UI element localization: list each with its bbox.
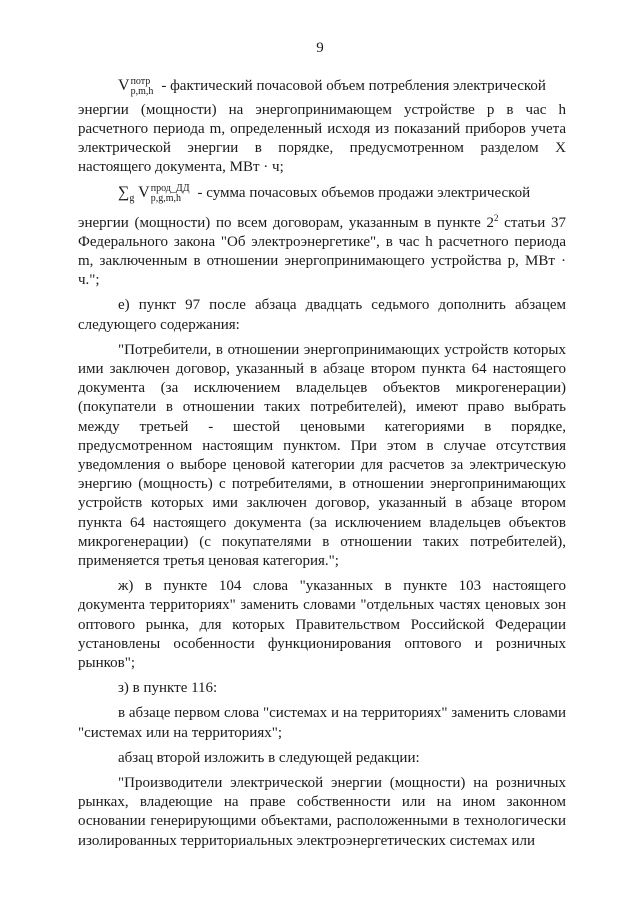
formula-description-continuation: энергии (мощности) на энергопринимающем устройстве p в час h расчетного периода m, определенный исходя из показаний приборов учета электрической энергии в порядке, предусмотренном разделом X настоящего документа, МВт · ч; bbox=[78, 101, 566, 176]
formula-symbol: V bbox=[118, 77, 130, 94]
formula-subscript: p,g,m,h bbox=[150, 192, 181, 204]
formula-definition-2 bbox=[118, 183, 566, 204]
paragraph-quote-consumers: "Потребители, в отношении энергопринимающих устройств которых ими заключен договор, указанный в абзаце втором пункта 64 настоящего документа (за исключением владельцев объектов микрогенерации) (покупатели в отношении таких потребителей), имеют право выбрать между третьей - шестой ценовыми категориями в порядке, предусмотренном настоящим пунктом. При этом в случае отсутствия уведомления о выборе ценовой категории для расчетов за электрическую энергию (мощность) с потребителями, в отношении энергопринимающих устройств которых ими заключен договор, указанный в абзаце втором пункта 64 настоящего документа (за исключением владельцев объектов микрогенерации) (с покупателями в отношении таких потребителей), применяется третья ценовая категория."; bbox=[78, 341, 566, 570]
superscript-number: 2 bbox=[493, 212, 499, 223]
formula-description-continuation bbox=[78, 209, 566, 291]
formula-subscript: p,m,h bbox=[130, 85, 154, 97]
sum-symbol: ∑ bbox=[118, 184, 130, 202]
formula-description-first-line: - фактический почасовой объем потребления электрической bbox=[161, 77, 546, 94]
desc-text-b: статьи 37 Федерального закона "Об электроэнергетике", в час h расчетного периода m, заключенным в отношении энергопринимающего устройства p, МВт · ч."; bbox=[78, 214, 566, 289]
paragraph-item-zh: ж) в пункте 104 слова "указанных в пункте 103 настоящего документа территориях" заменить словами "отдельных частях ценовых зон оптового рынка, для которых Правительством Российской Федерации установлены особенности функционирования оптового и розничных рынков"; bbox=[78, 578, 566, 672]
formula-definition-1 bbox=[118, 76, 566, 97]
paragraph-first-abzac: в абзаце первом слова "системах и на территориях" заменить словами "системах или на территориях"; bbox=[78, 705, 566, 741]
paragraph-quote-producers: "Производители электрической энергии (мощности) на розничных рынках, владеющие на праве собственности или на ином законном основании генерирующими объектами, расположенными в технологически изолированных территориальных электроэнергетических системах или bbox=[78, 775, 566, 849]
formula-v-consumption bbox=[118, 76, 153, 97]
formula-description-first-line: - сумма почасовых объемов продажи электрической bbox=[197, 185, 531, 202]
formula-superscript: прод_ДД bbox=[150, 182, 190, 194]
formula-sum-sales bbox=[118, 183, 190, 204]
formula-superscript: потр bbox=[130, 75, 151, 87]
paragraph-item-z: з) в пункте 116: bbox=[118, 680, 218, 697]
page-number: 9 bbox=[316, 40, 324, 56]
sum-subscript: g bbox=[129, 193, 135, 205]
document-body bbox=[78, 76, 566, 851]
paragraph-item-e: е) пункт 97 после абзаца двадцать седьмого дополнить абзацем следующего содержания: bbox=[78, 297, 566, 333]
formula-symbol: V bbox=[138, 184, 150, 202]
paragraph-second-abzac: абзац второй изложить в следующей редакции: bbox=[118, 749, 420, 766]
desc-text-a: энергии (мощности) по всем договорам, указанным в пункте 2 bbox=[78, 214, 494, 231]
